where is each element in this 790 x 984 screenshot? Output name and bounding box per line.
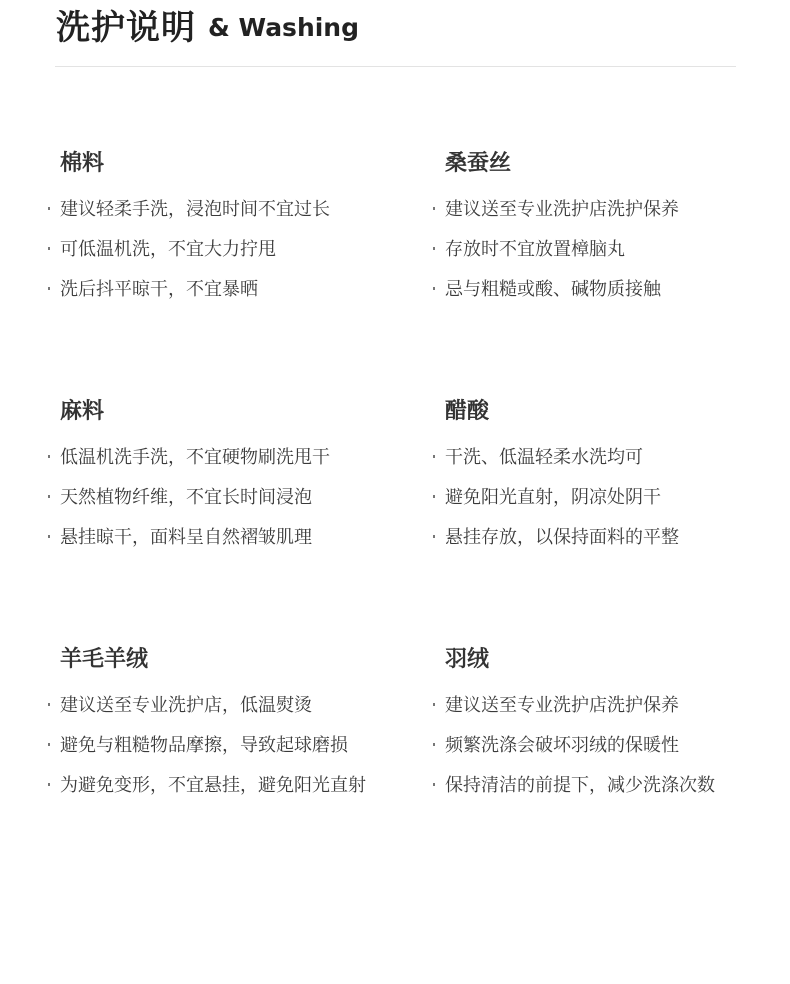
care-item bbox=[445, 238, 790, 278]
care-item bbox=[445, 278, 790, 318]
bullet-dot-icon bbox=[433, 287, 435, 290]
care-item-text: 建议送至专业洗护店，低温熨烫 bbox=[60, 695, 312, 716]
page-header bbox=[56, 0, 359, 48]
bullet-dot-icon bbox=[48, 783, 50, 786]
care-item bbox=[60, 694, 420, 734]
section-title: 羊毛羊绒 bbox=[60, 647, 149, 672]
care-list bbox=[60, 198, 420, 318]
care-item bbox=[445, 446, 790, 486]
bullet-dot-icon bbox=[433, 535, 435, 538]
care-item bbox=[445, 774, 790, 814]
section-wool-cashmere bbox=[60, 646, 420, 814]
care-item-text: 干洗、低温轻柔水洗均可 bbox=[445, 447, 643, 468]
bullet-dot-icon bbox=[433, 455, 435, 458]
care-item-text: 保持清洁的前提下，减少洗涤次数 bbox=[445, 775, 715, 796]
section-acetate bbox=[445, 398, 790, 566]
bullet-dot-icon bbox=[433, 743, 435, 746]
bullet-dot-icon bbox=[433, 783, 435, 786]
bullet-dot-icon bbox=[48, 743, 50, 746]
care-item bbox=[60, 198, 420, 238]
care-item-text: 建议轻柔手洗，浸泡时间不宜过长 bbox=[60, 199, 330, 220]
bullet-dot-icon bbox=[48, 495, 50, 498]
bullet-dot-icon bbox=[48, 207, 50, 210]
care-item bbox=[445, 526, 790, 566]
bullet-dot-icon bbox=[48, 287, 50, 290]
page-subtitle: & Washing bbox=[208, 12, 360, 42]
bullet-dot-icon bbox=[48, 535, 50, 538]
care-item-text: 存放时不宜放置樟脑丸 bbox=[445, 239, 625, 260]
section-cotton bbox=[60, 150, 420, 318]
bullet-dot-icon bbox=[48, 703, 50, 706]
care-item bbox=[445, 734, 790, 774]
care-item-text: 忌与粗糙或酸、碱物质接触 bbox=[445, 279, 661, 300]
header-divider bbox=[55, 66, 736, 67]
section-title: 羽绒 bbox=[445, 647, 490, 672]
section-title: 桑蚕丝 bbox=[445, 151, 512, 176]
care-item bbox=[60, 238, 420, 278]
bullet-dot-icon bbox=[433, 247, 435, 250]
care-item bbox=[445, 486, 790, 526]
care-list bbox=[445, 694, 790, 814]
care-item-text: 频繁洗涤会破坏羽绒的保暖性 bbox=[445, 735, 679, 756]
care-item-text: 避免与粗糙物品摩擦，导致起球磨损 bbox=[60, 735, 348, 756]
section-title: 棉料 bbox=[60, 151, 105, 176]
section-title: 醋酸 bbox=[445, 399, 490, 424]
care-item-text: 可低温机洗，不宜大力拧甩 bbox=[60, 239, 276, 260]
care-item bbox=[60, 278, 420, 318]
care-item-text: 低温机洗手洗，不宜硬物刷洗甩干 bbox=[60, 447, 330, 468]
care-item bbox=[60, 774, 420, 814]
care-item bbox=[60, 486, 420, 526]
section-linen bbox=[60, 398, 420, 566]
section-title: 麻料 bbox=[60, 399, 105, 424]
page-title: 洗护说明 bbox=[56, 7, 196, 48]
care-item bbox=[445, 694, 790, 734]
section-silk bbox=[445, 150, 790, 318]
bullet-dot-icon bbox=[433, 207, 435, 210]
care-item-text: 建议送至专业洗护店洗护保养 bbox=[445, 199, 679, 220]
care-list bbox=[60, 446, 420, 566]
section-down bbox=[445, 646, 790, 814]
care-item-text: 避免阳光直射，阴凉处阴干 bbox=[445, 487, 661, 508]
care-item-text: 天然植物纤维，不宜长时间浸泡 bbox=[60, 487, 312, 508]
care-list bbox=[445, 446, 790, 566]
care-item-text: 悬挂晾干，面料呈自然褶皱肌理 bbox=[60, 527, 312, 548]
care-item bbox=[60, 526, 420, 566]
bullet-dot-icon bbox=[433, 703, 435, 706]
care-item-text: 建议送至专业洗护店洗护保养 bbox=[445, 695, 679, 716]
care-item bbox=[60, 446, 420, 486]
bullet-dot-icon bbox=[433, 495, 435, 498]
care-item bbox=[60, 734, 420, 774]
care-list bbox=[445, 198, 790, 318]
care-list bbox=[60, 694, 420, 814]
bullet-dot-icon bbox=[48, 455, 50, 458]
bullet-dot-icon bbox=[48, 247, 50, 250]
care-item bbox=[445, 198, 790, 238]
care-item-text: 洗后抖平晾干，不宜暴晒 bbox=[60, 279, 258, 300]
care-item-text: 悬挂存放，以保持面料的平整 bbox=[445, 527, 679, 548]
care-item-text: 为避免变形，不宜悬挂，避免阳光直射 bbox=[60, 775, 366, 796]
